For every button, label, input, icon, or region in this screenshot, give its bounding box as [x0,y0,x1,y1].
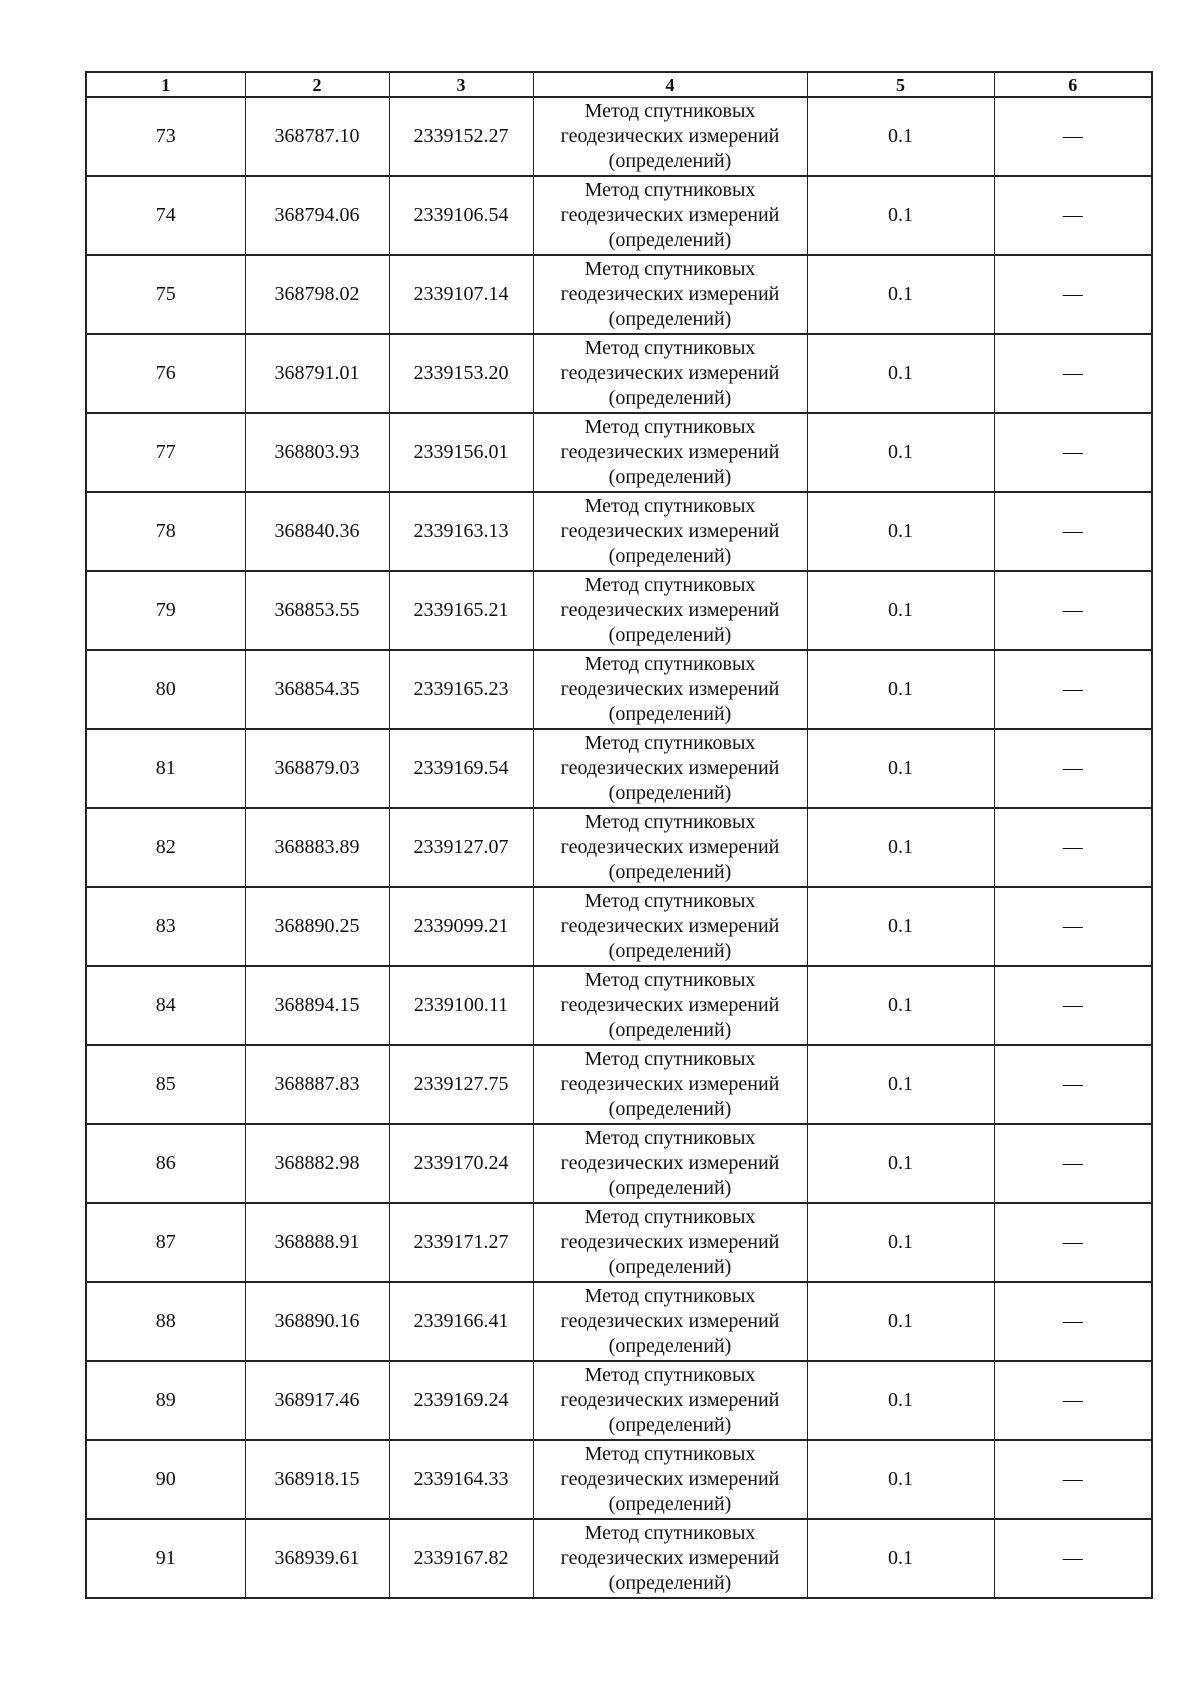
y-coordinate-cell: 2339152.27 [389,97,533,176]
method-cell [533,571,807,650]
method-line: геодезических измерений [560,125,780,147]
accuracy-cell: 0.1 [807,729,994,808]
note-cell: — [994,97,1152,176]
accuracy-cell: 0.1 [807,492,994,571]
column-header-6: 6 [994,72,1152,97]
method-line: геодезических измерений [560,204,780,226]
y-coordinate-cell: 2339169.54 [389,729,533,808]
method-line: (определений) [608,1098,732,1120]
method-line: Метод спутниковых [584,258,756,280]
y-coordinate-cell: 2339127.07 [389,808,533,887]
table-header-row [86,72,1152,97]
y-coordinate-cell: 2339170.24 [389,1124,533,1203]
method-line: геодезических измерений [560,283,780,305]
table-row [86,1203,1152,1282]
y-coordinate-cell: 2339107.14 [389,255,533,334]
method-line: (определений) [608,1414,732,1436]
method-line: Метод спутниковых [584,653,756,675]
method-line: Метод спутниковых [584,100,756,122]
point-number-cell: 88 [86,1282,245,1361]
table-row [86,887,1152,966]
method-line: (определений) [608,782,732,804]
accuracy-cell: 0.1 [807,1519,994,1598]
x-coordinate-cell: 368879.03 [245,729,389,808]
method-cell [533,1519,807,1598]
method-cell [533,1124,807,1203]
method-line: (определений) [608,545,732,567]
method-line: геодезических измерений [560,1073,780,1095]
point-number-cell: 85 [86,1045,245,1124]
table-row [86,97,1152,176]
point-number-cell: 80 [86,650,245,729]
method-line: геодезических измерений [560,441,780,463]
method-cell [533,1440,807,1519]
method-line: Метод спутниковых [584,1364,756,1386]
method-line: Метод спутниковых [584,732,756,754]
note-cell: — [994,1361,1152,1440]
x-coordinate-cell: 368883.89 [245,808,389,887]
point-number-cell: 91 [86,1519,245,1598]
x-coordinate-cell: 368882.98 [245,1124,389,1203]
table-row [86,1124,1152,1203]
accuracy-cell: 0.1 [807,413,994,492]
accuracy-cell: 0.1 [807,176,994,255]
method-line: Метод спутниковых [584,811,756,833]
x-coordinate-cell: 368890.25 [245,887,389,966]
accuracy-cell: 0.1 [807,97,994,176]
method-line: (определений) [608,1493,732,1515]
point-number-cell: 87 [86,1203,245,1282]
point-number-cell: 82 [86,808,245,887]
method-line: (определений) [608,150,732,172]
method-line: геодезических измерений [560,1231,780,1253]
note-cell: — [994,729,1152,808]
column-header-1: 1 [86,72,245,97]
point-number-cell: 79 [86,571,245,650]
method-line: геодезических измерений [560,1152,780,1174]
y-coordinate-cell: 2339099.21 [389,887,533,966]
point-number-cell: 89 [86,1361,245,1440]
table-row [86,176,1152,255]
note-cell: — [994,176,1152,255]
table-row [86,1519,1152,1598]
x-coordinate-cell: 368887.83 [245,1045,389,1124]
method-line: (определений) [608,940,732,962]
note-cell: — [994,255,1152,334]
method-cell [533,887,807,966]
note-cell: — [994,808,1152,887]
method-line: Метод спутниковых [584,1206,756,1228]
method-line: Метод спутниковых [584,574,756,596]
accuracy-cell: 0.1 [807,808,994,887]
method-line: геодезических измерений [560,836,780,858]
method-line: геодезических измерений [560,757,780,779]
accuracy-cell: 0.1 [807,1124,994,1203]
method-line: геодезических измерений [560,599,780,621]
y-coordinate-cell: 2339169.24 [389,1361,533,1440]
y-coordinate-cell: 2339156.01 [389,413,533,492]
y-coordinate-cell: 2339153.20 [389,334,533,413]
accuracy-cell: 0.1 [807,1361,994,1440]
method-line: Метод спутниковых [584,1285,756,1307]
method-cell [533,176,807,255]
point-number-cell: 84 [86,966,245,1045]
method-line: геодезических измерений [560,1547,780,1569]
accuracy-cell: 0.1 [807,334,994,413]
note-cell: — [994,887,1152,966]
method-line: геодезических измерений [560,678,780,700]
x-coordinate-cell: 368798.02 [245,255,389,334]
note-cell: — [994,571,1152,650]
y-coordinate-cell: 2339106.54 [389,176,533,255]
method-line: (определений) [608,308,732,330]
point-number-cell: 75 [86,255,245,334]
note-cell: — [994,1045,1152,1124]
y-coordinate-cell: 2339164.33 [389,1440,533,1519]
y-coordinate-cell: 2339163.13 [389,492,533,571]
method-line: (определений) [608,1335,732,1357]
x-coordinate-cell: 368787.10 [245,97,389,176]
column-header-5: 5 [807,72,994,97]
method-line: Метод спутниковых [584,1127,756,1149]
note-cell: — [994,492,1152,571]
method-cell [533,729,807,808]
y-coordinate-cell: 2339171.27 [389,1203,533,1282]
method-line: геодезических измерений [560,362,780,384]
x-coordinate-cell: 368918.15 [245,1440,389,1519]
table-body [86,97,1152,1598]
accuracy-cell: 0.1 [807,255,994,334]
method-line: Метод спутниковых [584,969,756,991]
y-coordinate-cell: 2339166.41 [389,1282,533,1361]
method-line: (определений) [608,229,732,251]
method-line: Метод спутниковых [584,1443,756,1465]
method-line: геодезических измерений [560,1468,780,1490]
method-cell [533,413,807,492]
x-coordinate-cell: 368794.06 [245,176,389,255]
method-line: (определений) [608,624,732,646]
method-line: (определений) [608,861,732,883]
table-row [86,413,1152,492]
method-line: (определений) [608,387,732,409]
document-page [85,71,1151,1599]
method-cell [533,966,807,1045]
method-cell [533,1045,807,1124]
table-row [86,650,1152,729]
note-cell: — [994,334,1152,413]
table-row [86,729,1152,808]
method-line: геодезических измерений [560,520,780,542]
method-line: геодезических измерений [560,1389,780,1411]
point-number-cell: 86 [86,1124,245,1203]
note-cell: — [994,1124,1152,1203]
table-row [86,1045,1152,1124]
y-coordinate-cell: 2339165.23 [389,650,533,729]
method-cell [533,650,807,729]
table-row [86,255,1152,334]
method-line: Метод спутниковых [584,337,756,359]
point-number-cell: 83 [86,887,245,966]
note-cell: — [994,1203,1152,1282]
coordinates-table [85,71,1153,1599]
x-coordinate-cell: 368803.93 [245,413,389,492]
method-cell [533,334,807,413]
y-coordinate-cell: 2339167.82 [389,1519,533,1598]
x-coordinate-cell: 368854.35 [245,650,389,729]
method-line: Метод спутниковых [584,179,756,201]
point-number-cell: 77 [86,413,245,492]
table-row [86,1282,1152,1361]
x-coordinate-cell: 368888.91 [245,1203,389,1282]
accuracy-cell: 0.1 [807,1203,994,1282]
point-number-cell: 76 [86,334,245,413]
table-row [86,492,1152,571]
method-cell [533,1361,807,1440]
method-line: (определений) [608,1256,732,1278]
table-row [86,808,1152,887]
accuracy-cell: 0.1 [807,650,994,729]
method-cell [533,1282,807,1361]
y-coordinate-cell: 2339100.11 [389,966,533,1045]
x-coordinate-cell: 368853.55 [245,571,389,650]
method-line: Метод спутниковых [584,1522,756,1544]
column-header-4: 4 [533,72,807,97]
table-row [86,1440,1152,1519]
method-line: (определений) [608,1572,732,1594]
method-line: Метод спутниковых [584,1048,756,1070]
column-header-2: 2 [245,72,389,97]
note-cell: — [994,1282,1152,1361]
y-coordinate-cell: 2339165.21 [389,571,533,650]
column-header-3: 3 [389,72,533,97]
table-row [86,571,1152,650]
x-coordinate-cell: 368939.61 [245,1519,389,1598]
method-cell [533,492,807,571]
method-line: (определений) [608,1019,732,1041]
method-line: Метод спутниковых [584,890,756,912]
method-line: (определений) [608,1177,732,1199]
accuracy-cell: 0.1 [807,1282,994,1361]
x-coordinate-cell: 368791.01 [245,334,389,413]
note-cell: — [994,1440,1152,1519]
note-cell: — [994,413,1152,492]
x-coordinate-cell: 368890.16 [245,1282,389,1361]
method-cell [533,97,807,176]
note-cell: — [994,966,1152,1045]
point-number-cell: 73 [86,97,245,176]
method-line: геодезических измерений [560,1310,780,1332]
method-line: (определений) [608,703,732,725]
note-cell: — [994,650,1152,729]
accuracy-cell: 0.1 [807,1045,994,1124]
note-cell: — [994,1519,1152,1598]
x-coordinate-cell: 368894.15 [245,966,389,1045]
point-number-cell: 74 [86,176,245,255]
method-line: Метод спутниковых [584,495,756,517]
method-line: геодезических измерений [560,994,780,1016]
table-row [86,334,1152,413]
method-line: Метод спутниковых [584,416,756,438]
method-line: геодезических измерений [560,915,780,937]
y-coordinate-cell: 2339127.75 [389,1045,533,1124]
x-coordinate-cell: 368840.36 [245,492,389,571]
point-number-cell: 78 [86,492,245,571]
table-row [86,966,1152,1045]
point-number-cell: 90 [86,1440,245,1519]
accuracy-cell: 0.1 [807,966,994,1045]
method-cell [533,255,807,334]
point-number-cell: 81 [86,729,245,808]
x-coordinate-cell: 368917.46 [245,1361,389,1440]
accuracy-cell: 0.1 [807,571,994,650]
method-cell [533,808,807,887]
accuracy-cell: 0.1 [807,887,994,966]
table-row [86,1361,1152,1440]
accuracy-cell: 0.1 [807,1440,994,1519]
method-line: (определений) [608,466,732,488]
method-cell [533,1203,807,1282]
